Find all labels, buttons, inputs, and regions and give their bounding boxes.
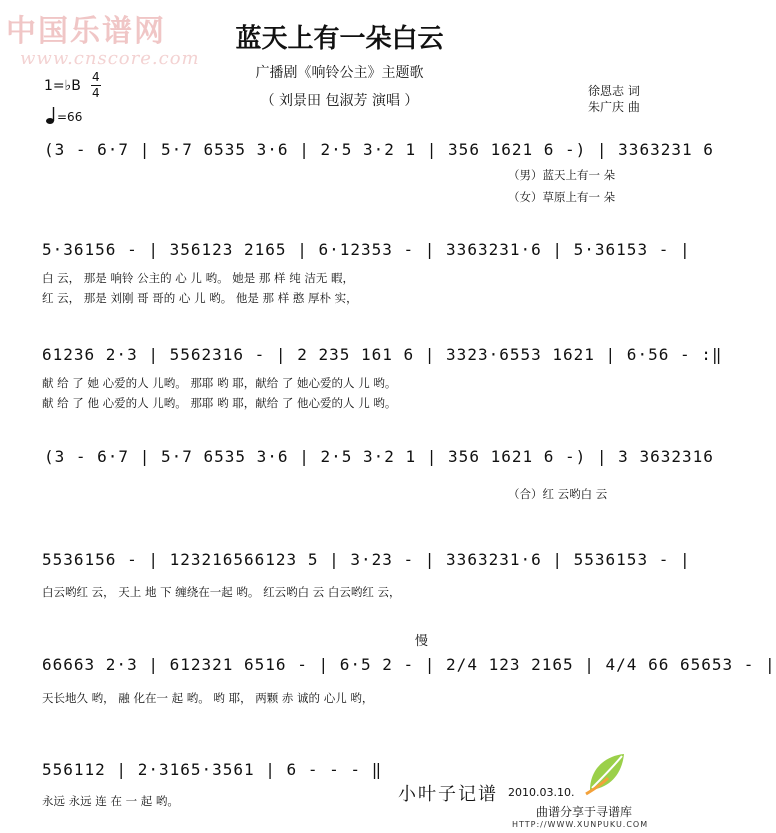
score-line-5: 5536156 - | 123216566123 5 | 3·23 - | 3363231·6 | 5536153 - | [42,550,691,569]
lyrics-line-2a: 白 云， 那是 响铃 公主的 心 儿 哟。 她是 那 样 纯 洁无 暇， [42,271,355,285]
composer-credit: 朱广庆 曲 [588,100,640,114]
score-line-1: (3 - 6·7 | 5·7 6535 3·6 | 2·5 3·2 1 | 356 1621 6 -) | 3363231 6 [44,140,714,159]
watermark-site-url: www.cnscore.com [20,48,200,69]
voice-label-chorus: （合）红 云哟白 云 [508,487,608,501]
watermark-site-name: 中国乐谱网 [6,14,166,49]
time-signature-bottom: 4 [92,86,100,100]
score-line-7: 556112 | 2·3165·3561 | 6 - - - ‖ [42,760,383,779]
source-url: HTTP://WWW.XUNPUKU.COM [512,820,649,829]
subtitle: 广播剧《响铃公主》主题歌 [255,65,424,81]
voice-label-male: （男）蓝天上有一 朵 [508,168,616,182]
transcriber-signature: 小叶子记谱 [398,784,498,805]
lyrics-line-3a: 献 给 了 她 心爱的人 儿哟。 那耶 哟 耶，献给 了 她心爱的人 儿 哟。 [42,376,397,390]
performers: （ 刘景田 包淑芳 演唱 ） [260,93,419,109]
lyrics-line-6: 天长地久 哟， 融 化在一 起 哟。 哟 耶， 两颗 赤 诚的 心儿 哟， [42,691,374,705]
score-line-4: (3 - 6·7 | 5·7 6535 3·6 | 2·5 3·2 1 | 356 1621 6 -) | 3 3632316 [44,447,714,466]
lyrics-line-5: 白云哟红 云， 天上 地 下 缠绕在一起 哟。 红云哟白 云 白云哟红 云， [42,585,401,599]
lyrics-line-7: 永远 永远 连 在 一 起 哟。 [42,794,179,808]
score-line-3: 61236 2·3 | 5562316 - | 2 235 161 6 | 3323·6553 1621 | 6·56 - :‖ [42,345,723,364]
transcription-date: 2010.03.10. [508,786,575,799]
lyricist-credit: 徐恩志 词 [588,84,640,98]
key-signature: 1=♭B [44,78,81,94]
voice-label-female: （女）草原上有一 朵 [508,190,616,204]
page-title: 蓝天上有一朵白云 [235,24,444,54]
score-line-2: 5·36156 - | 356123 2165 | 6·12353 - | 3363231·6 | 5·36153 - | [42,240,691,259]
lyrics-line-2b: 红 云， 那是 刘刚 哥 哥的 心 儿 哟。 他是 那 样 憨 厚朴 实， [42,291,358,305]
lyrics-line-3b: 献 给 了 他 心爱的人 儿哟。 那耶 哟 耶，献给 了 他心爱的人 儿 哟。 [42,396,397,410]
quarter-note-icon [45,106,57,126]
leaf-logo-icon [582,748,630,796]
tempo-slow-mark: 慢 [415,634,429,649]
time-signature-top: 4 [92,70,100,84]
score-line-6: 66663 2·3 | 612321 6516 - | 6·5 2 - | 2/4 123 2165 | 4/4 66 65653 - | [42,655,776,674]
share-notice: 曲谱分享于寻谱库 [536,805,633,819]
tempo-marking: =66 [57,110,83,124]
